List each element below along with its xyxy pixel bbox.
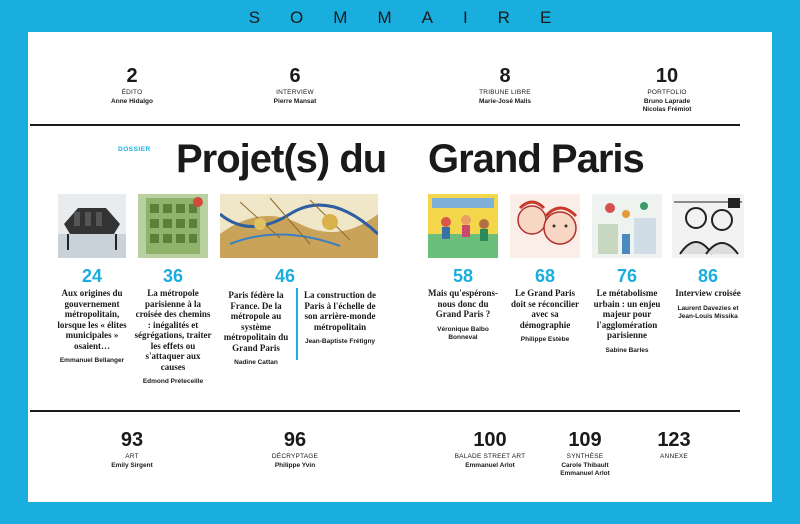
illustration-68 xyxy=(510,194,580,258)
divider-bottom xyxy=(30,410,740,412)
toc-entry-tribune[interactable] xyxy=(460,66,550,106)
article-36[interactable] xyxy=(134,266,212,386)
section-label: TRIBUNE LIBRE xyxy=(479,89,531,96)
author-name: Philippe Yvin xyxy=(274,462,316,469)
author-name: Pierre Mansat xyxy=(273,98,317,105)
article-title: La métropole parisienne à la croisée des chemins : inégalités et ségrégations, traiter les effets ou s'attaquer aux causes xyxy=(134,288,212,372)
article-76[interactable] xyxy=(588,266,666,355)
dossier-title-right: Grand Paris xyxy=(428,137,644,181)
author-name: Laurent Davezies et Jean-Louis Missika xyxy=(677,304,739,320)
toc-entry-annexe[interactable] xyxy=(644,430,704,460)
page-number: 109 xyxy=(568,429,602,451)
article-46[interactable] xyxy=(222,266,348,286)
author-name: Philippe Estèbe xyxy=(520,336,570,343)
toc-entry-edito[interactable] xyxy=(92,66,172,106)
dossier-label: DOSSIER xyxy=(118,146,151,153)
article-title: Interview croisée xyxy=(675,288,741,298)
article-46-right[interactable] xyxy=(302,288,378,346)
page-number: 96 xyxy=(283,429,307,451)
illustration-46 xyxy=(220,194,378,258)
toc-entry-portfolio[interactable] xyxy=(622,66,712,114)
section-label: SYNTHÈSE xyxy=(566,453,604,460)
author-name: Sabine Barles xyxy=(605,346,649,354)
divider-top xyxy=(30,124,740,126)
author-name: Bruno Laprade Nicolas Frémiot xyxy=(642,98,692,113)
illustration-24 xyxy=(58,194,126,258)
column-divider xyxy=(296,288,298,360)
article-68[interactable] xyxy=(508,266,582,344)
article-title: Le Grand Paris doit se réconcilier avec sa démographie xyxy=(511,288,579,330)
author-name: Emmanuel Bellanger xyxy=(59,357,125,364)
article-title: Paris fédère la France. De la métropole au système métropolitain du Grand Paris xyxy=(223,290,289,353)
author-name: Emmanuel Arlot xyxy=(465,462,515,469)
section-label: ART xyxy=(125,453,139,460)
author-name: Jean-Baptiste Frétigny xyxy=(304,338,376,345)
article-58[interactable] xyxy=(426,266,500,342)
page-number: 2 xyxy=(126,65,138,87)
page-number: 93 xyxy=(120,429,144,451)
illustration-86 xyxy=(672,194,744,258)
illustration-58 xyxy=(428,194,498,258)
illustration-76 xyxy=(592,194,662,258)
page-number: 36 xyxy=(162,266,184,286)
author-name: Edmond Préteceille xyxy=(142,378,204,385)
author-name: Carole Thibault Emmanuel Arlot xyxy=(560,462,610,477)
toc-entry-art[interactable] xyxy=(92,430,172,470)
page-number: 68 xyxy=(534,266,556,286)
article-title: La construction de Paris à l'échelle de son arrière-monde métropolitain xyxy=(304,290,376,332)
page-number: 24 xyxy=(81,266,103,286)
section-label: ÉDITO xyxy=(121,89,143,96)
article-title: Aux origines du gouvernement métropolitain, lorsque les « élites municipales » osaient… xyxy=(57,288,127,351)
section-label: DÉCRYPTAGE xyxy=(271,453,319,460)
author-name: Véronique Balbo Bonneval xyxy=(437,325,489,341)
page-number: 86 xyxy=(697,266,719,286)
section-label: ANNEXE xyxy=(660,453,688,460)
toc-entry-synthese[interactable] xyxy=(540,430,630,478)
page-number: 6 xyxy=(289,65,301,87)
sommaire-title: SOMMAIRE xyxy=(248,8,582,27)
article-title: Mais qu'espérons-nous donc du Grand Paris ? xyxy=(427,288,499,319)
article-24[interactable] xyxy=(56,266,128,365)
page-number: 8 xyxy=(499,65,511,87)
author-name: Nadine Cattan xyxy=(234,359,278,366)
article-86[interactable] xyxy=(670,266,746,321)
page-number: 10 xyxy=(655,65,679,87)
page-number: 58 xyxy=(452,266,474,286)
sommaire-header xyxy=(0,0,800,36)
author-name: Anne Hidalgo xyxy=(111,98,153,105)
section-label: INTERVIEW xyxy=(276,89,314,96)
toc-entry-street-art[interactable] xyxy=(440,430,540,470)
article-46-left[interactable] xyxy=(222,288,290,367)
page-number: 123 xyxy=(657,429,691,451)
toc-entry-interview[interactable] xyxy=(255,66,335,106)
section-label: PORTFOLIO xyxy=(647,89,687,96)
toc-entry-decryptage[interactable] xyxy=(255,430,335,470)
page-number: 46 xyxy=(274,266,296,286)
author-name: Emily Sirgent xyxy=(111,462,153,469)
dossier-title-left: Projet(s) du xyxy=(176,137,387,181)
section-label: BALADE STREET ART xyxy=(454,453,526,460)
illustration-36 xyxy=(138,194,208,258)
article-title: Le métabolisme urbain : un enjeu majeur pour l'agglomération parisienne xyxy=(593,288,661,340)
page-number: 100 xyxy=(473,429,507,451)
page-number: 76 xyxy=(616,266,638,286)
author-name: Marie-José Malis xyxy=(478,98,532,105)
